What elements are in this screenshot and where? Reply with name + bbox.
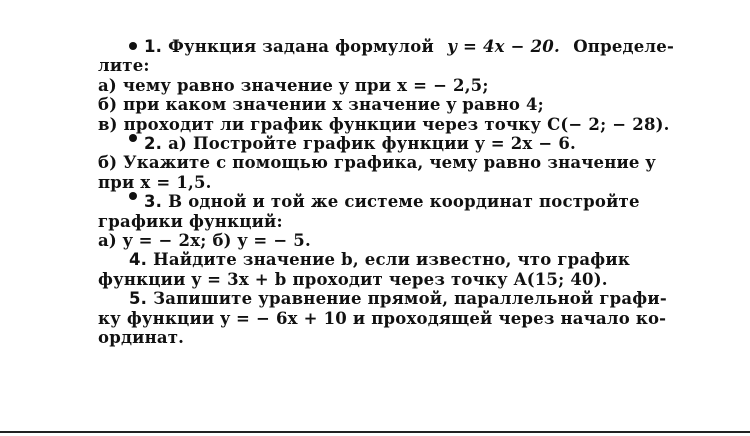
task-2-line-3: при x = 1,5. [98,172,212,192]
task-5-line-3: ординат. [98,328,185,348]
bullet-icon [129,134,137,142]
task-1-part-c: в) проходит ли график функции через точку C(− 2; − 28). [98,114,670,134]
task-1-formula: y = 4x − 20. [447,37,560,56]
task-4-line-1 [98,250,674,269]
task-3-line-3: а) y = − 2x; б) y = − 5. [98,231,311,251]
task-4-number: 4. [129,250,148,270]
task-2-part-b: б) Укажите с помощью графика, чему равно значение y [98,153,656,173]
task-5-line-1 [98,289,674,308]
task-5-text: Запишите уравнение прямой, параллельной графи- [153,289,667,309]
task-3-text: В одной и той же системе координат постройте [168,192,640,212]
task-2-part-a: а) Постройте график функции y = 2x − 6. [168,134,576,154]
bullet-icon [129,192,137,200]
task-2-number: 2. [144,134,163,154]
task-3-line-2: графики функций: [98,211,283,231]
task-1-part-b: б) при каком значении x значение y равно 4; [98,95,544,115]
task-1-text: Функция задана формулой [168,37,434,56]
task-4-line-2: функции y = 3x + b проходит через точку A(15; 40). [98,269,608,289]
task-5-line-2: ку функции y = − 6x + 10 и проходящей через начало ко- [98,308,667,328]
task-2-line-1 [98,134,674,153]
task-1-line-2: лите: [98,56,150,76]
task-1-number: 1. [144,37,163,56]
task-1-part-a: а) чему равно значение y при x = − 2,5; [98,75,489,95]
task-3-number: 3. [144,192,163,212]
bullet-icon [129,42,137,50]
task-1-line-1 [98,37,674,56]
task-3-line-1 [98,192,674,211]
task-1-header [129,37,434,56]
task-5-number: 5. [129,289,148,309]
problem-sheet [98,37,674,348]
task-4-text: Найдите значение b, если известно, что график [153,250,630,270]
task-1-tail: Определе- [573,37,674,56]
bottom-divider [0,431,750,433]
